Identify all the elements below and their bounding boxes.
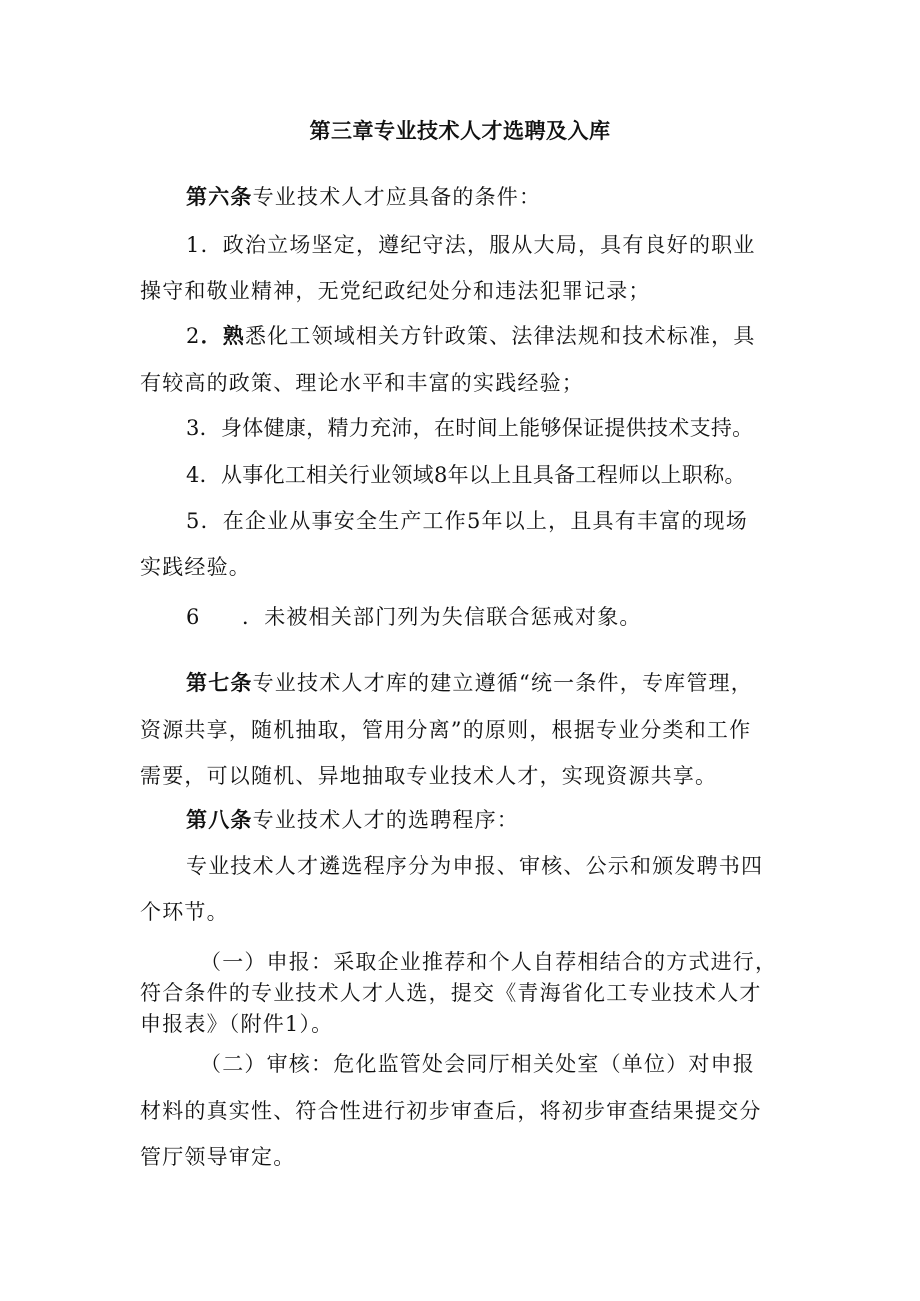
step-2-line-3: 管厅领导审定。 xyxy=(140,1145,296,1169)
article-8-heading xyxy=(186,806,519,834)
article-6-text: 专业技术人才应具备的条件： xyxy=(252,185,542,209)
step-1-line-1: （一）申报：采取企业推荐和个人自荐相结合的方式进行， xyxy=(200,950,778,974)
article-7-line-2: 资源共享，随机抽取，管用分离”的原则，根据专业分类和工作 xyxy=(140,718,752,742)
condition-1-line-1 xyxy=(186,231,756,259)
condition-3-number: 3 xyxy=(186,416,200,440)
step-1-line-3: 申报表》（附件1）。 xyxy=(140,1012,334,1036)
condition-2-line-1 xyxy=(186,322,756,350)
condition-3 xyxy=(186,414,753,442)
condition-4-text: ．从事化工相关行业领域8年以上且具备工程师以上职称。 xyxy=(199,463,746,487)
article-8-text: 专业技术人才的选聘程序： xyxy=(252,808,520,832)
article-8-label: 第八条 xyxy=(186,808,253,832)
chapter-title: 第三章专业技术人才选聘及入库 xyxy=(309,119,611,143)
condition-6-number: 6 xyxy=(186,605,201,629)
condition-2-bold: ．熟 xyxy=(200,324,245,348)
condition-4-number: 4 xyxy=(186,463,200,487)
condition-2-number: 2 xyxy=(186,324,201,348)
condition-6-text: ．未被相关部门列为失信联合惩戒对象。 xyxy=(242,605,642,629)
step-2-line-1: （二）审核：危化监管处会同厅相关处室（单位）对申报 xyxy=(200,1052,755,1076)
article-8-intro-line-2: 个环节。 xyxy=(140,900,229,924)
article-6-heading xyxy=(186,183,541,211)
condition-2-text: 悉化工领域相关方针政策、法律法规和技术标准，具 xyxy=(244,324,756,348)
condition-5-text: ．在企业从事安全生产工作5年以上，且具有丰富的现场 xyxy=(200,509,748,533)
condition-3-text: ．身体健康，精力充沛，在时间上能够保证提供技术支持。 xyxy=(199,416,754,440)
condition-1-line-2: 操守和敬业精神，无党纪政纪处分和违法犯罪记录； xyxy=(140,279,651,303)
article-8-intro-line-1: 专业技术人才遴选程序分为申报、审核、公示和颁发聘书四 xyxy=(186,854,764,878)
condition-4 xyxy=(186,461,746,489)
article-7-text: 专业技术人才库的建立遵循“统一条件，专库管理， xyxy=(252,671,753,695)
article-7-line-1 xyxy=(186,669,753,697)
condition-5-number: 5 xyxy=(186,509,201,533)
condition-2-line-2: 有较高的政策、理论水平和丰富的实践经验； xyxy=(140,371,584,395)
article-6-label: 第六条 xyxy=(186,185,253,209)
condition-6 xyxy=(186,603,642,631)
condition-1-text: ．政治立场坚定，遵纪守法，服从大局，具有良好的职业 xyxy=(200,233,756,257)
condition-1-number: 1 xyxy=(186,233,201,257)
article-7-label: 第七条 xyxy=(186,671,253,695)
condition-5-line-1 xyxy=(186,507,748,535)
step-2-line-2: 材料的真实性、符合性进行初步审查后，将初步审查结果提交分 xyxy=(140,1099,762,1123)
step-1-line-2: 符合条件的专业技术人才人选，提交《青海省化工专业技术人才 xyxy=(140,981,762,1005)
condition-5-line-2: 实践经验。 xyxy=(140,555,251,579)
article-7-line-3: 需要，可以随机、异地抽取专业技术人才，实现资源共享。 xyxy=(140,764,718,788)
